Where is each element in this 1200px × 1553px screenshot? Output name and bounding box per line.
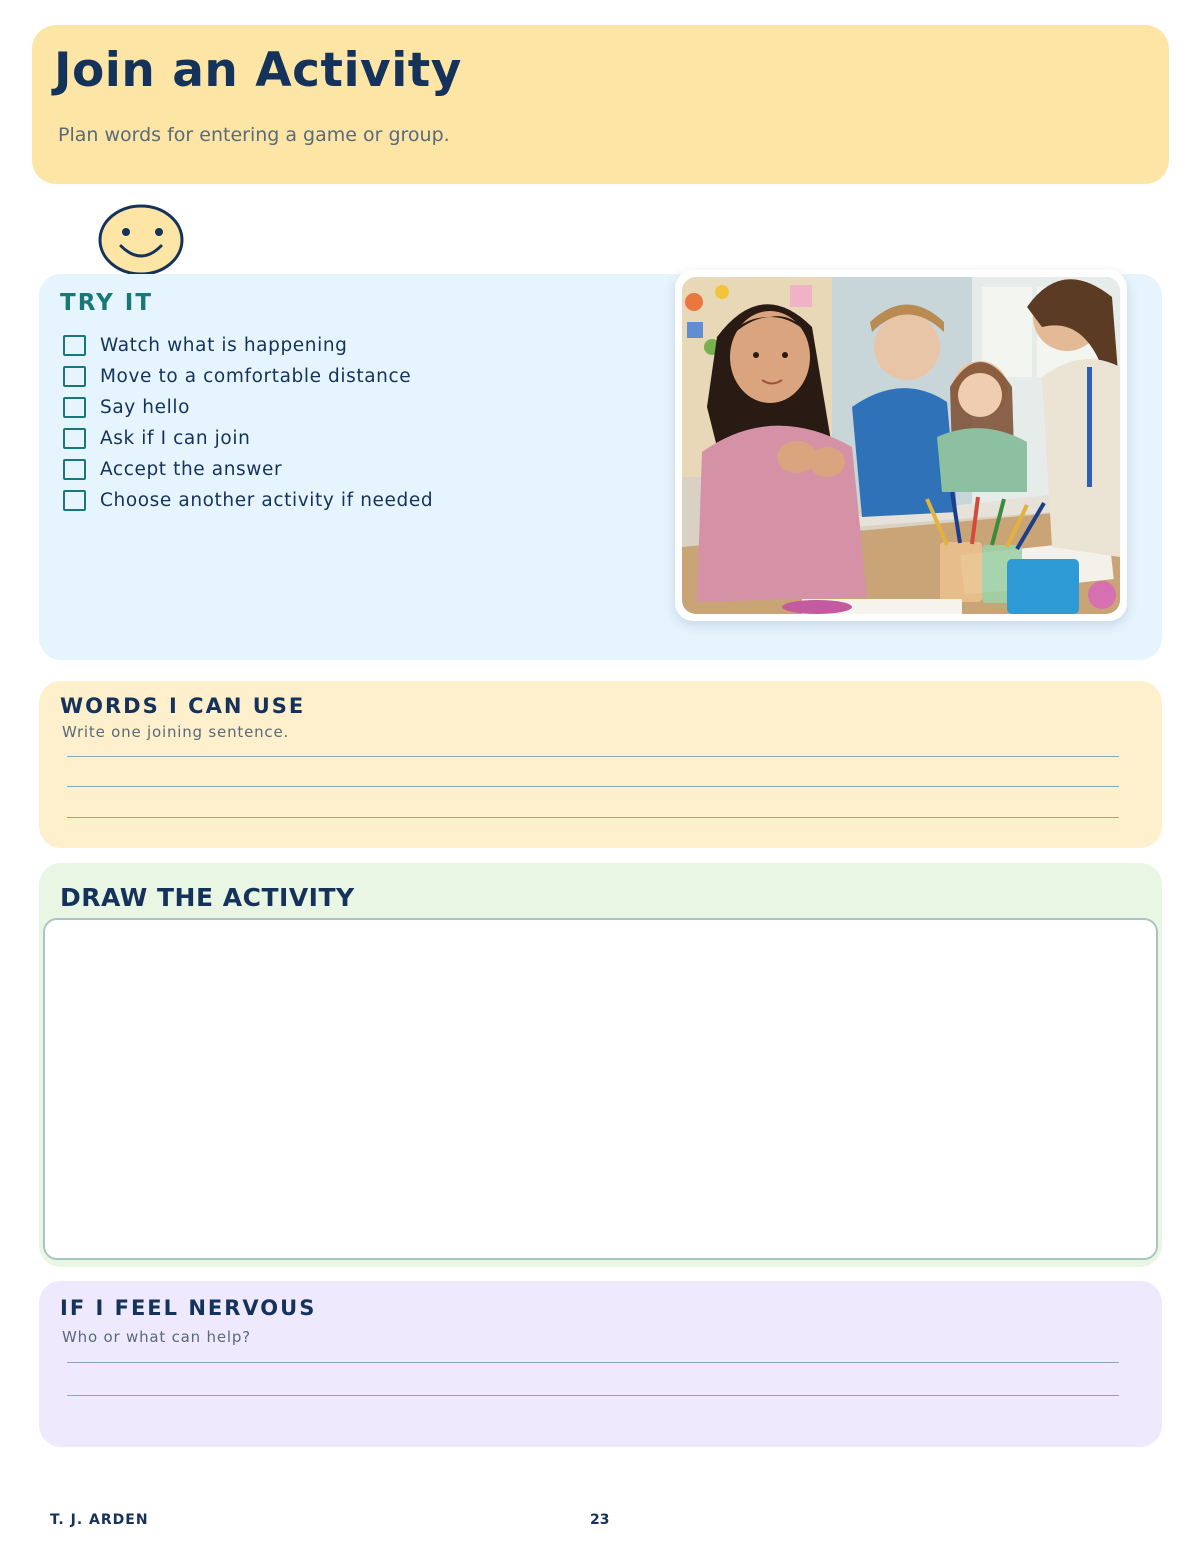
words-heading: WORDS I CAN USE bbox=[60, 694, 306, 718]
writing-line[interactable] bbox=[67, 1362, 1119, 1363]
checkbox[interactable] bbox=[63, 335, 86, 356]
try-it-heading: TRY IT bbox=[60, 290, 154, 316]
nervous-prompt: Who or what can help? bbox=[62, 1328, 251, 1346]
checklist-item bbox=[63, 454, 433, 485]
page-title: Join an Activity bbox=[54, 43, 462, 98]
checklist-item-label: Ask if I can join bbox=[100, 428, 251, 449]
checkbox[interactable] bbox=[63, 428, 86, 449]
checklist-item bbox=[63, 330, 433, 361]
draw-the-activity-panel bbox=[39, 863, 1162, 1267]
checklist-item-label: Choose another activity if needed bbox=[100, 490, 434, 511]
checklist-item bbox=[63, 485, 433, 516]
try-it-checklist bbox=[63, 330, 433, 516]
checklist-item bbox=[63, 392, 433, 423]
title-banner bbox=[32, 25, 1169, 184]
writing-line[interactable] bbox=[67, 1395, 1119, 1396]
checkbox[interactable] bbox=[63, 459, 86, 480]
checkbox[interactable] bbox=[63, 490, 86, 511]
words-prompt: Write one joining sentence. bbox=[62, 723, 290, 741]
words-i-can-use-panel bbox=[39, 681, 1162, 848]
footer-author: T. J. ARDEN bbox=[50, 1512, 149, 1528]
writing-line[interactable] bbox=[67, 756, 1119, 757]
checkbox[interactable] bbox=[63, 397, 86, 418]
smiley-face-icon bbox=[97, 204, 187, 278]
page-subtitle: Plan words for entering a game or group. bbox=[58, 124, 450, 146]
draw-heading: DRAW THE ACTIVITY bbox=[60, 883, 355, 912]
if-i-feel-nervous-panel bbox=[39, 1281, 1162, 1447]
classroom-photo bbox=[682, 277, 1120, 614]
checkbox[interactable] bbox=[63, 366, 86, 387]
writing-line[interactable] bbox=[67, 786, 1119, 787]
checklist-item bbox=[63, 423, 433, 454]
page-number: 23 bbox=[590, 1512, 610, 1528]
checklist-item-label: Accept the answer bbox=[100, 459, 283, 480]
classroom-photo-frame bbox=[675, 270, 1127, 621]
checklist-item-label: Move to a comfortable distance bbox=[100, 366, 412, 387]
checklist-item-label: Say hello bbox=[100, 397, 191, 418]
drawing-area[interactable] bbox=[43, 918, 1158, 1260]
checklist-item bbox=[63, 361, 433, 392]
writing-line[interactable] bbox=[67, 817, 1119, 818]
checklist-item-label: Watch what is happening bbox=[100, 335, 348, 356]
nervous-heading: IF I FEEL NERVOUS bbox=[60, 1296, 317, 1320]
